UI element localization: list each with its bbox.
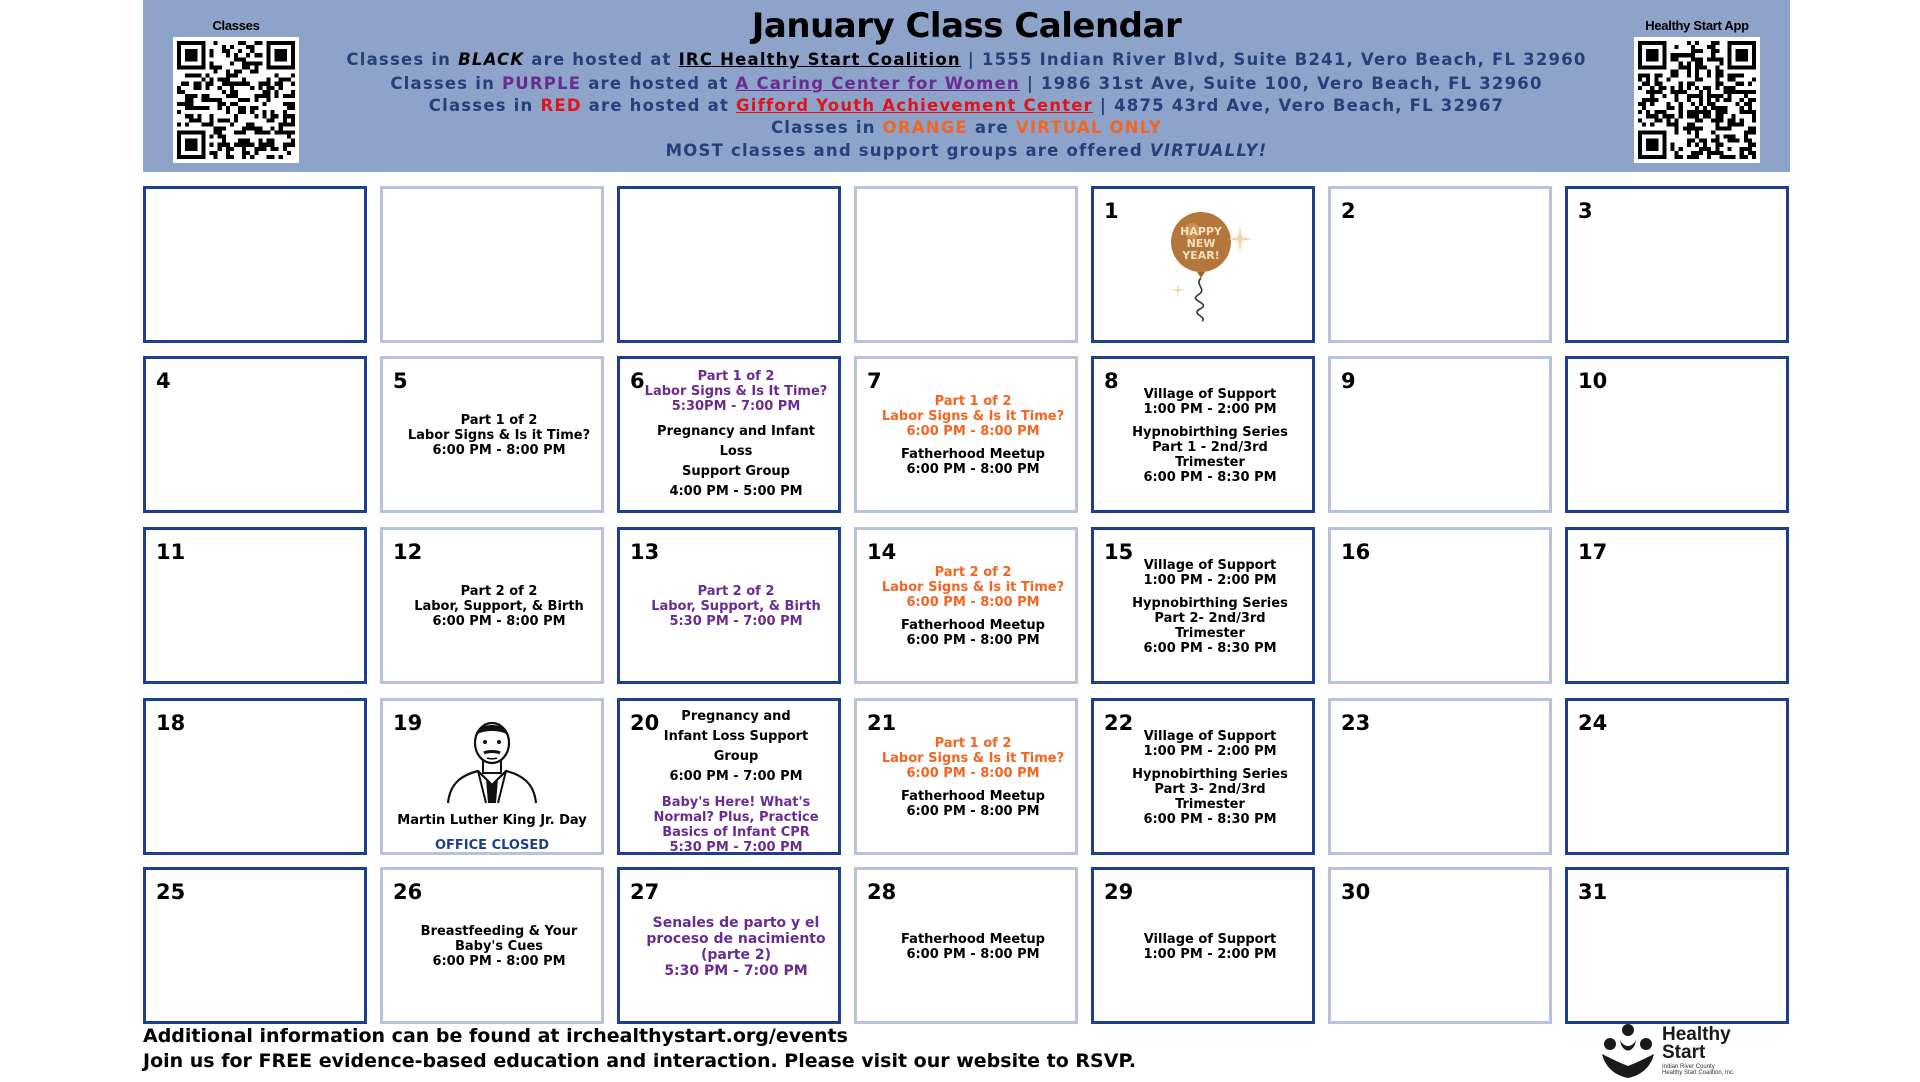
day-cell-9[interactable]: [1328, 356, 1552, 513]
day-events: [1116, 538, 1304, 675]
event-labor-signs[interactable]: Part 1 of 2 Labor Signs & Is it Time? 6:00 PM - 8:00 PM: [881, 394, 1065, 439]
day-number: 23: [1341, 711, 1371, 735]
healthy-start-logo-icon: [1598, 1022, 1658, 1078]
day-events: [1116, 878, 1304, 1015]
classes-qr-code[interactable]: [173, 37, 299, 163]
day-number: 17: [1578, 540, 1608, 564]
day-cell-22[interactable]: [1091, 698, 1315, 855]
legend-red-prefix: Classes in: [428, 96, 541, 115]
balloon-text-happy: HAPPY: [1180, 225, 1222, 238]
day-number: 19: [393, 711, 423, 735]
day-cell-18[interactable]: [143, 698, 367, 855]
legend-purple: [343, 74, 1590, 93]
day-number: 31: [1578, 880, 1608, 904]
legend-black-prefix: Classes in: [346, 50, 459, 69]
brand-subtitle: Indian River County Healthy Start Coalition, Inc.: [1662, 1064, 1735, 1076]
office-closed-label: OFFICE CLOSED: [434, 838, 550, 853]
day-number: 12: [393, 540, 423, 564]
calendar-header: [143, 0, 1790, 172]
legend-red-middle: are hosted at: [581, 96, 736, 115]
event-senales-de-parto[interactable]: Senales de parto y el proceso de nacimiento (parte 2) 5:30 PM - 7:00 PM: [646, 914, 826, 979]
event-labor-signs[interactable]: Part 1 of 2 Labor Signs & Is it Time? 6:00 PM - 8:00 PM: [407, 413, 591, 458]
legend-red-venue-link[interactable]: Gifford Youth Achievement Center: [735, 96, 1093, 115]
day-cell-26[interactable]: [380, 867, 604, 1024]
legend-orange: [343, 118, 1590, 137]
app-qr-label: Healthy Start App: [1645, 18, 1749, 33]
footer: [143, 1024, 1136, 1074]
legend-black-middle: are hosted at: [524, 50, 679, 69]
day-events: [642, 538, 830, 675]
day-cell-21[interactable]: [854, 698, 1078, 855]
day-number: 24: [1578, 711, 1608, 735]
footer-rsvp-line: Join us for FREE evidence-based education and interaction. Please visit our website to RSVP.: [143, 1050, 1137, 1072]
legend-orange-prefix: Classes in: [770, 118, 883, 137]
legend-red-address: | 4875 43rd Ave, Vero Beach, FL 32967: [1092, 96, 1505, 115]
day-cell-7[interactable]: [854, 356, 1078, 513]
day-cell-29[interactable]: [1091, 867, 1315, 1024]
legend-black-venue-link[interactable]: IRC Healthy Start Coalition: [678, 50, 961, 69]
legend-orange-middle: are: [967, 118, 1016, 137]
legend-virtual-emph: VIRTUALLY!: [1149, 141, 1268, 160]
event-pregnancy-loss-support[interactable]: Pregnancy and Infant Loss Support Group 4:00 PM - 5:00 PM: [657, 424, 815, 499]
day-cell-19[interactable]: [380, 698, 604, 855]
day-number: 15: [1104, 540, 1134, 564]
day-number: 2: [1341, 199, 1356, 223]
day-events: [405, 538, 593, 675]
day-events: [642, 878, 830, 1015]
legend-virtual-prefix: MOST classes and support groups are offered: [665, 141, 1150, 160]
event-labor-support-birth[interactable]: Part 2 of 2 Labor, Support, & Birth 5:30 PM - 7:00 PM: [651, 584, 821, 629]
day-cell-8[interactable]: [1091, 356, 1315, 513]
day-events: [642, 367, 830, 504]
legend-black-address: | 1555 Indian River Blvd, Suite B241, Vero Beach, FL 32960: [960, 50, 1587, 69]
day-events: [1116, 709, 1304, 846]
day-cell-25[interactable]: [143, 867, 367, 1024]
day-cell-31[interactable]: [1565, 867, 1789, 1024]
event-labor-signs[interactable]: Part 1 of 2 Labor Signs & Is it Time? 6:00 PM - 8:00 PM: [881, 736, 1065, 781]
day-events: [879, 878, 1067, 1015]
day-number: 14: [867, 540, 897, 564]
day-cell-24[interactable]: [1565, 698, 1789, 855]
event-labor-signs[interactable]: Part 1 of 2 Labor Signs & Is It Time? 5:30PM - 7:00 PM: [644, 369, 828, 414]
day-cell-16[interactable]: [1328, 527, 1552, 684]
empty-cell: [143, 186, 367, 343]
day-number: 8: [1104, 369, 1119, 393]
event-babys-here-cpr[interactable]: Baby's Here! What's Normal? Plus, Practice Basics of Infant CPR 5:30 PM - 7:00 PM: [653, 794, 819, 855]
legend-red-word: RED: [540, 96, 582, 115]
day-events: [405, 367, 593, 504]
footer-info-line: Additional information can be found at irchealthystart.org/events: [143, 1025, 848, 1047]
day-number: 26: [393, 880, 423, 904]
mlk-day-block: [383, 709, 601, 853]
day-cell-5[interactable]: [380, 356, 604, 513]
day-cell-6[interactable]: [617, 356, 841, 513]
balloon-text-new: NEW: [1186, 237, 1216, 250]
legend-purple-address: | 1986 31st Ave, Suite 100, Vero Beach, FL 32960: [1019, 74, 1543, 93]
day-number: 25: [156, 880, 186, 904]
day-number: 27: [630, 880, 660, 904]
day-number: 10: [1578, 369, 1608, 393]
legend-purple-word: PURPLE: [502, 74, 582, 93]
day-cell-28[interactable]: [854, 867, 1078, 1024]
balloon-text-year: YEAR!: [1182, 249, 1220, 262]
mlk-day-label: Martin Luther King Jr. Day: [397, 813, 587, 828]
day-events: [1116, 367, 1304, 504]
day-events: [879, 367, 1067, 504]
new-year-balloon-icon: [1168, 205, 1254, 323]
day-number: 11: [156, 540, 186, 564]
day-events: [879, 538, 1067, 675]
day-number: 28: [867, 880, 897, 904]
day-cell-30[interactable]: [1328, 867, 1552, 1024]
day-cell-2[interactable]: [1328, 186, 1552, 343]
event-fatherhood-meetup[interactable]: Fatherhood Meetup 6:00 PM - 8:00 PM: [901, 931, 1045, 962]
day-cell-11[interactable]: [143, 527, 367, 684]
day-cell-14[interactable]: [854, 527, 1078, 684]
classes-qr-label: Classes: [212, 18, 260, 33]
day-cell-27[interactable]: [617, 867, 841, 1024]
legend-black-word: BLACK: [458, 50, 525, 69]
day-events: [879, 709, 1067, 846]
event-hypnobirthing[interactable]: Hypnobirthing Series Part 1 - 2nd/3rd Trimester 6:00 PM - 8:30 PM: [1132, 424, 1288, 485]
day-number: 5: [393, 369, 408, 393]
day-number: 18: [156, 711, 186, 735]
event-village-of-support[interactable]: Village of Support 1:00 PM - 2:00 PM: [1143, 386, 1277, 417]
empty-cell: [380, 186, 604, 343]
day-number: 9: [1341, 369, 1356, 393]
day-number: 20: [630, 711, 660, 735]
day-number: 3: [1578, 199, 1593, 223]
legend-orange-word: ORANGE: [882, 118, 968, 137]
day-cell-3[interactable]: [1565, 186, 1789, 343]
day-number: 7: [867, 369, 882, 393]
app-qr-code[interactable]: [1634, 37, 1760, 163]
legend-purple-prefix: Classes in: [390, 74, 502, 93]
app-qr-block: [1632, 18, 1762, 163]
day-number: 16: [1341, 540, 1371, 564]
event-fatherhood-meetup[interactable]: Fatherhood Meetup 6:00 PM - 8:00 PM: [901, 447, 1045, 477]
day-number: 30: [1341, 880, 1371, 904]
brand-name: Healthy Start: [1662, 1024, 1731, 1063]
qr-code-icon: [1638, 41, 1756, 159]
legend-virtual: [343, 141, 1590, 160]
legend-black: [343, 50, 1590, 69]
day-cell-17[interactable]: [1565, 527, 1789, 684]
day-cell-15[interactable]: [1091, 527, 1315, 684]
qr-code-icon: [177, 41, 295, 159]
event-village-of-support[interactable]: Village of Support 1:00 PM - 2:00 PM: [1143, 557, 1277, 588]
event-breastfeeding[interactable]: Breastfeeding & Your Baby's Cues 6:00 PM - 8:00 PM: [420, 924, 578, 969]
event-village-of-support[interactable]: Village of Support 1:00 PM - 2:00 PM: [1143, 931, 1277, 962]
mlk-portrait-icon: [440, 709, 544, 805]
empty-cell: [854, 186, 1078, 343]
empty-cell: [617, 186, 841, 343]
day-cell-12[interactable]: [380, 527, 604, 684]
day-cell-20[interactable]: [617, 698, 841, 855]
event-hypnobirthing[interactable]: Hypnobirthing Series Part 2- 2nd/3rd Trimester 6:00 PM - 8:30 PM: [1132, 595, 1288, 656]
event-hypnobirthing[interactable]: Hypnobirthing Series Part 3- 2nd/3rd Trimester 6:00 PM - 8:30 PM: [1132, 766, 1288, 827]
day-number: 4: [156, 369, 171, 393]
day-number: 6: [630, 369, 645, 393]
day-number: 1: [1104, 199, 1119, 223]
event-fatherhood-meetup[interactable]: Fatherhood Meetup 6:00 PM - 8:00 PM: [901, 618, 1045, 648]
event-labor-support-birth[interactable]: Part 2 of 2 Labor, Support, & Birth 6:00 PM - 8:00 PM: [414, 584, 584, 629]
day-cell-4[interactable]: [143, 356, 367, 513]
day-cell-1[interactable]: [1091, 186, 1315, 343]
day-number: 29: [1104, 880, 1134, 904]
healthy-start-logo: [1598, 1022, 1758, 1078]
legend-purple-venue-link[interactable]: A Caring Center for Women: [735, 74, 1020, 93]
day-cell-23[interactable]: [1328, 698, 1552, 855]
event-pregnancy-loss-support[interactable]: Pregnancy and Infant Loss Support Group 6:00 PM - 7:00 PM: [663, 708, 809, 784]
day-number: 13: [630, 540, 660, 564]
day-events: [405, 878, 593, 1015]
legend-red: [343, 96, 1590, 115]
day-number: 22: [1104, 711, 1134, 735]
event-village-of-support[interactable]: Village of Support 1:00 PM - 2:00 PM: [1143, 728, 1277, 759]
legend-orange-emph: VIRTUAL ONLY: [1015, 118, 1163, 137]
legend-purple-middle: are hosted at: [581, 74, 736, 93]
day-events: [642, 708, 830, 855]
day-cell-13[interactable]: [617, 527, 841, 684]
event-fatherhood-meetup[interactable]: Fatherhood Meetup 6:00 PM - 8:00 PM: [901, 789, 1045, 819]
day-number: 21: [867, 711, 897, 735]
page-title: January Class Calendar: [751, 6, 1182, 46]
event-labor-signs[interactable]: Part 2 of 2 Labor Signs & Is it Time? 6:00 PM - 8:00 PM: [881, 565, 1065, 610]
day-cell-10[interactable]: [1565, 356, 1789, 513]
